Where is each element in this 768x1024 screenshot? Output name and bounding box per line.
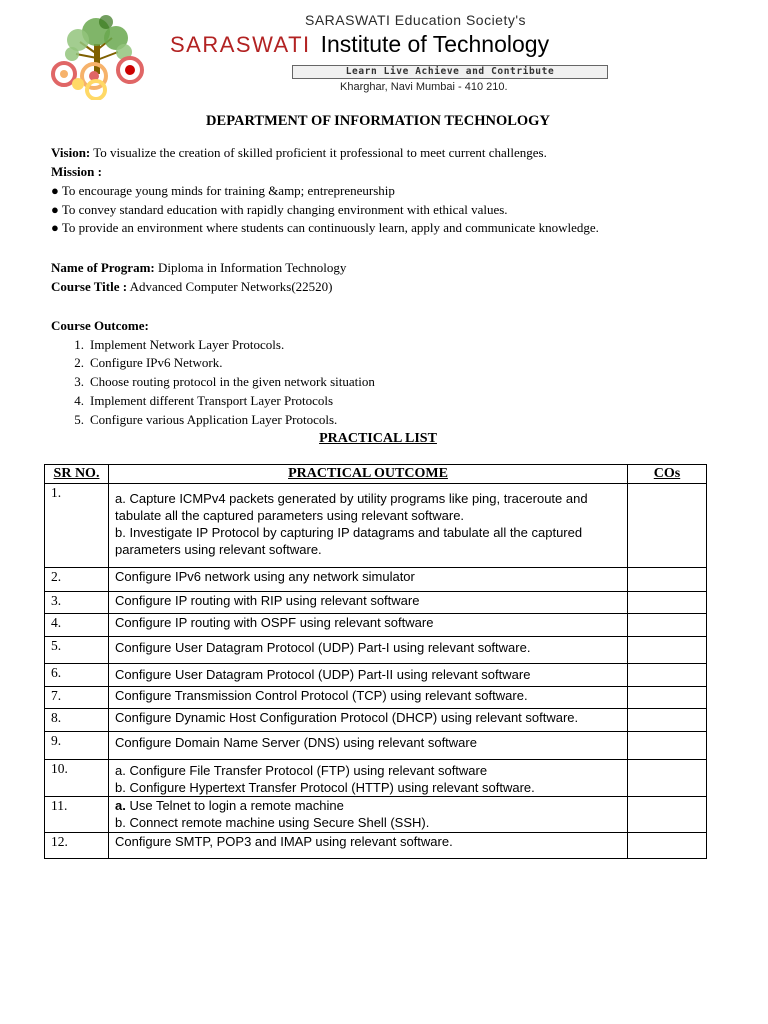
outcome-number: 1. — [74, 337, 84, 352]
practical-outcome-cell — [109, 687, 628, 709]
practical-outcome-line: a. Use Telnet to login a remote machine — [115, 798, 344, 813]
institute-name — [170, 31, 549, 58]
table-row — [45, 732, 707, 760]
practical-outcome-cell — [109, 732, 628, 760]
cos-cell — [628, 592, 707, 614]
outcome-item — [68, 412, 337, 428]
outcome-number: 5. — [74, 412, 84, 427]
program-value: Diploma in Information Technology — [154, 260, 347, 275]
cos-cell — [628, 687, 707, 709]
practical-table — [44, 464, 707, 859]
table-row — [45, 797, 707, 833]
outcome-number: 3. — [74, 374, 84, 389]
outcome-item — [68, 355, 223, 371]
column-header-sr: SR NO. — [45, 465, 109, 484]
practical-outcome-line: b. Configure Hypertext Transfer Protocol (HTTP) using relevant software. — [115, 780, 535, 795]
sr-number-cell: 12. — [45, 833, 109, 859]
cos-cell — [628, 484, 707, 568]
outcome-text: Configure IPv6 Network. — [90, 355, 223, 370]
mission-item — [51, 183, 395, 199]
practical-outcome-cell — [109, 797, 628, 833]
practical-outcome-line: a. Configure File Transfer Protocol (FTP) using relevant software — [115, 763, 488, 778]
vision-label: Vision: — [51, 145, 91, 160]
practical-outcome-line: Configure IP routing with OSPF using relevant software — [115, 615, 434, 630]
sr-number-cell: 1. — [45, 484, 109, 568]
practical-outcome-line: Configure Transmission Control Protocol (TCP) using relevant software. — [115, 688, 528, 703]
cos-cell — [628, 760, 707, 797]
outcome-label: Course Outcome: — [51, 318, 149, 333]
outcome-item — [68, 393, 333, 409]
practical-outcome-cell — [109, 833, 628, 859]
cos-cell — [628, 664, 707, 687]
institute-name-rest: Institute of Technology — [320, 31, 550, 57]
cos-cell — [628, 637, 707, 664]
table-row — [45, 833, 707, 859]
practical-outcome-line: Configure Domain Name Server (DNS) using relevant software — [115, 735, 477, 750]
cos-cell — [628, 568, 707, 592]
institute-address: Kharghar, Navi Mumbai - 410 210. — [340, 81, 508, 93]
practical-outcome-line: Configure IP routing with RIP using relevant software — [115, 593, 420, 608]
sr-number-cell: 8. — [45, 709, 109, 732]
table-row — [45, 664, 707, 687]
practical-outcome-cell — [109, 614, 628, 637]
practical-outcome-line: Configure User Datagram Protocol (UDP) Part-II using relevant software — [115, 667, 531, 682]
sr-number-cell: 5. — [45, 637, 109, 664]
practical-outcome-cell — [109, 664, 628, 687]
vision-text: To visualize the creation of skilled proficient it professional to meet current challenges. — [90, 145, 547, 160]
course-line — [51, 279, 333, 295]
outcome-item — [68, 337, 284, 353]
cos-cell — [628, 709, 707, 732]
sr-number-cell: 3. — [45, 592, 109, 614]
vision-line — [51, 145, 547, 161]
sr-number-cell: 7. — [45, 687, 109, 709]
institute-brand: SARASWATI — [170, 32, 311, 57]
practical-outcome-line: b. Connect remote machine using Secure Shell (SSH). — [115, 815, 430, 830]
bullet-icon: ● — [51, 202, 59, 217]
column-header-outcome: PRACTICAL OUTCOME — [109, 465, 628, 484]
bullet-icon: ● — [51, 183, 59, 198]
course-label: Course Title : — [51, 279, 128, 294]
sr-number-cell: 2. — [45, 568, 109, 592]
practical-outcome-cell — [109, 568, 628, 592]
sr-number-cell: 11. — [45, 797, 109, 833]
practical-outcome-line: a. Capture ICMPv4 packets generated by utility programs like ping, traceroute and — [115, 491, 588, 506]
mission-label: Mission : — [51, 164, 102, 179]
table-row — [45, 568, 707, 592]
sr-number-cell: 10. — [45, 760, 109, 797]
practical-outcome-line: Configure Dynamic Host Configuration Protocol (DHCP) using relevant software. — [115, 710, 579, 725]
outcome-text: Configure various Application Layer Protocols. — [90, 412, 338, 427]
mission-item-text: To provide an environment where students can continuously learn, apply and communicate knowledge. — [61, 220, 599, 235]
sr-number-cell: 9. — [45, 732, 109, 760]
practical-outcome-cell — [109, 709, 628, 732]
practical-outcome-cell — [109, 592, 628, 614]
rings-icon — [53, 58, 142, 99]
table-header-row — [45, 465, 707, 484]
cos-cell — [628, 732, 707, 760]
outcome-text: Implement different Transport Layer Protocols — [90, 393, 334, 408]
table-row — [45, 709, 707, 732]
outcome-number: 2. — [74, 355, 84, 370]
course-value: Advanced Computer Networks(22520) — [127, 279, 333, 294]
outcome-text: Implement Network Layer Protocols. — [90, 337, 285, 352]
institute-motto: Learn Live Achieve and Contribute — [292, 65, 608, 79]
mission-item-text: To encourage young minds for training &amp; entrepreneurship — [61, 183, 395, 198]
institute-logo — [50, 14, 152, 100]
program-line — [51, 260, 346, 276]
department-title: DEPARTMENT OF INFORMATION TECHNOLOGY — [206, 113, 550, 129]
sr-number-cell: 6. — [45, 664, 109, 687]
table-row — [45, 592, 707, 614]
table-row — [45, 614, 707, 637]
practical-outcome-line: Configure User Datagram Protocol (UDP) Part-I using relevant software. — [115, 640, 531, 655]
practical-outcome-line: tabulate all the captured parameters using relevant software. — [115, 508, 465, 523]
mission-item-text: To convey standard education with rapidly changing environment with ethical values. — [61, 202, 508, 217]
cos-cell — [628, 833, 707, 859]
bullet-icon: ● — [51, 220, 59, 235]
table-row — [45, 637, 707, 664]
practical-outcome-line: b. Investigate IP Protocol by capturing IP datagrams and tabulate all the captured — [115, 525, 583, 540]
practical-outcome-line: parameters using relevant software. — [115, 542, 322, 557]
practical-outcome-cell — [109, 484, 628, 568]
practical-outcome-line: Configure SMTP, POP3 and IMAP using relevant software. — [115, 834, 453, 849]
outcome-number: 4. — [74, 393, 84, 408]
practical-outcome-cell — [109, 760, 628, 797]
cos-cell — [628, 614, 707, 637]
program-label: Name of Program: — [51, 260, 155, 275]
table-row — [45, 760, 707, 797]
table-row — [45, 484, 707, 568]
mission-item — [51, 220, 599, 236]
outcome-text: Choose routing protocol in the given network situation — [90, 374, 375, 389]
society-name: SARASWATI Education Society's — [305, 12, 527, 28]
column-header-cos: COs — [628, 465, 707, 484]
outcome-item — [68, 374, 375, 390]
practical-outcome-cell — [109, 637, 628, 664]
practical-outcome-line: Configure IPv6 network using any network simulator — [115, 569, 415, 584]
mission-item — [51, 202, 508, 218]
practical-list-title: PRACTICAL LIST — [319, 431, 437, 446]
table-row — [45, 687, 707, 709]
sr-number-cell: 4. — [45, 614, 109, 637]
cos-cell — [628, 797, 707, 833]
practical-outcome-prefix: a. — [115, 798, 126, 813]
